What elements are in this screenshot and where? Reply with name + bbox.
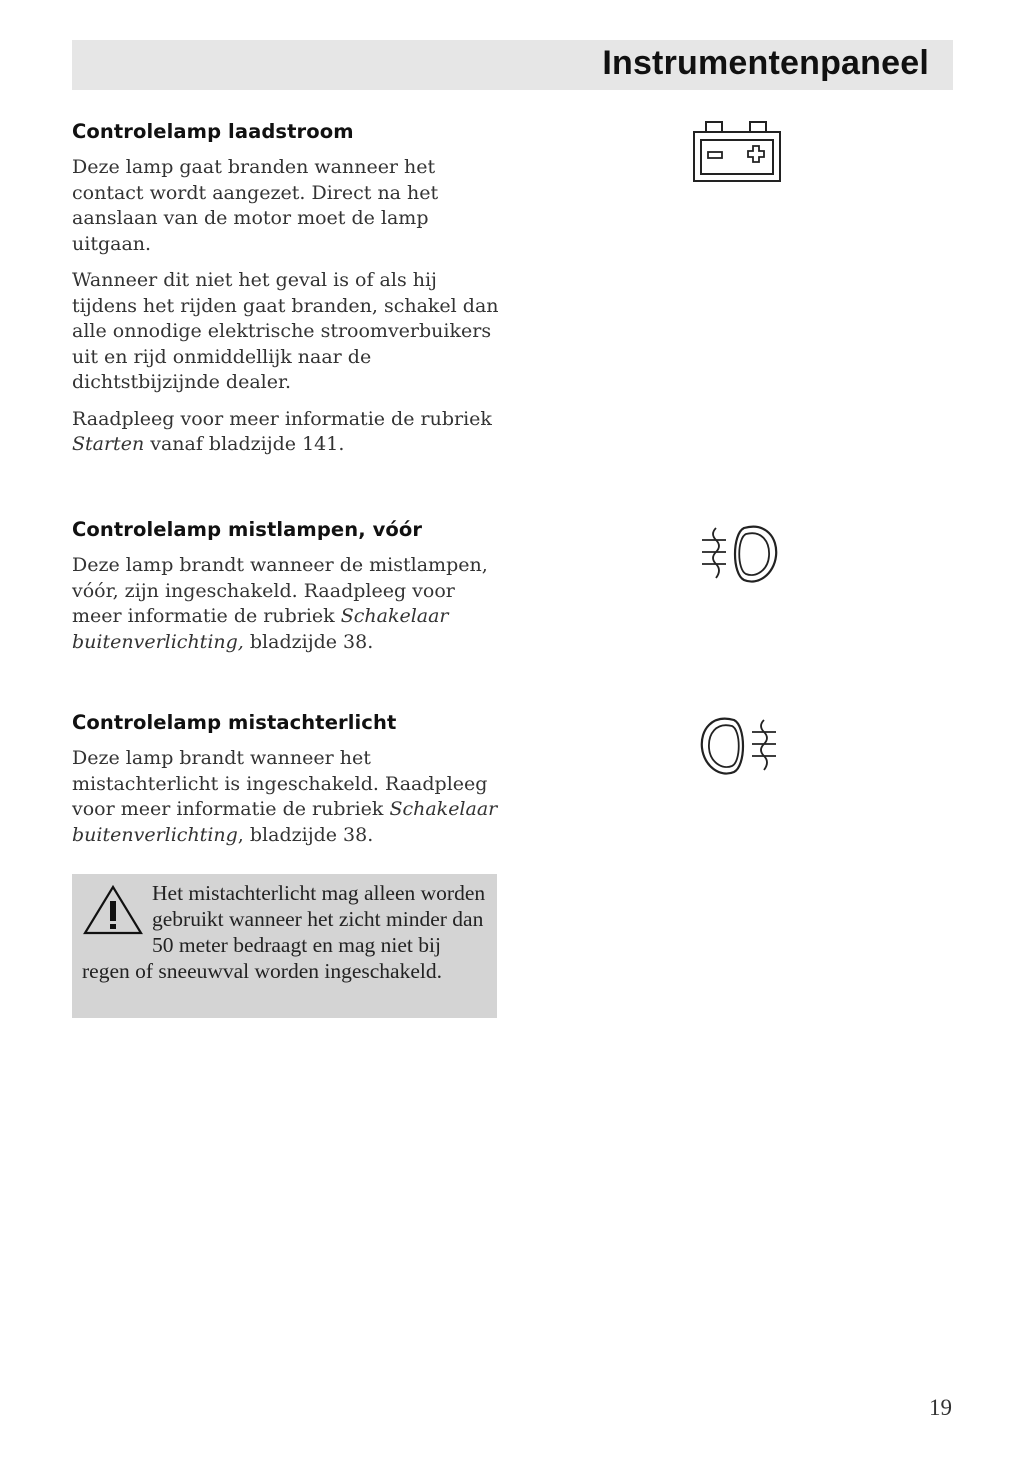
section-title: Controlelamp mistachterlicht [72,711,397,734]
warning-text: Het mistachterlicht mag alleen worden gebruikt wanneer het zicht minder dan 50 meter bedraagt en mag niet bij regen of sneeuwval worden ingeschakeld. [82,881,486,983]
battery-charge-icon [692,118,782,184]
warning-triangle-icon [82,884,144,936]
paragraph: Deze lamp gaat branden wanneer het contact wordt aangezet. Direct na het aanslaan van de motor moet de lamp uitgaan. [72,156,439,255]
section-rear-fog-lamp [72,711,502,859]
reference-link: Starten [72,433,145,455]
paragraph: Wanneer dit niet het geval is of als hij tijdens het rijden gaat branden, schakel dan alle onnodige elektrische stroomverbuikers uit en rijd onmiddellijk naar de dichtstbijzijnde dealer. [72,269,499,393]
section-charge-lamp [72,120,502,469]
page-title: Instrumentenpaneel [602,44,929,82]
reference-page: bladzijde 38. [243,630,374,653]
warning-box [72,874,497,1018]
rear-fog-lamp-icon [698,712,782,780]
section-front-fog-lamp [72,518,502,666]
reference-paragraph [72,407,502,458]
reference-paragraph [72,746,502,848]
section-title: Controlelamp mistlampen, vóór [72,518,423,541]
front-fog-lamp-icon [696,520,780,588]
page-header [72,40,953,90]
reference-link: Schakelaar buitenverlichting [72,798,498,846]
reference-paragraph [72,553,502,655]
reference-text: Raadpleeg voor meer informatie de rubriek [72,407,492,430]
reference-link: Schakelaar buitenverlichting, [72,605,449,653]
reference-page: , bladzijde 38. [237,823,374,846]
page-number: 19 [929,1395,952,1420]
reference-text: Deze lamp brandt wanneer de mistlampen, vóór, zijn ingeschakeld. Raadpleeg voor meer informatie de rubriek [72,554,488,627]
reference-page: vanaf bladzijde 141. [144,433,345,455]
reference-text: Deze lamp brandt wanneer het mistachterlicht is ingeschakeld. Raadpleeg voor meer informatie de rubriek [72,747,488,820]
section-title: Controlelamp laadstroom [72,120,354,143]
